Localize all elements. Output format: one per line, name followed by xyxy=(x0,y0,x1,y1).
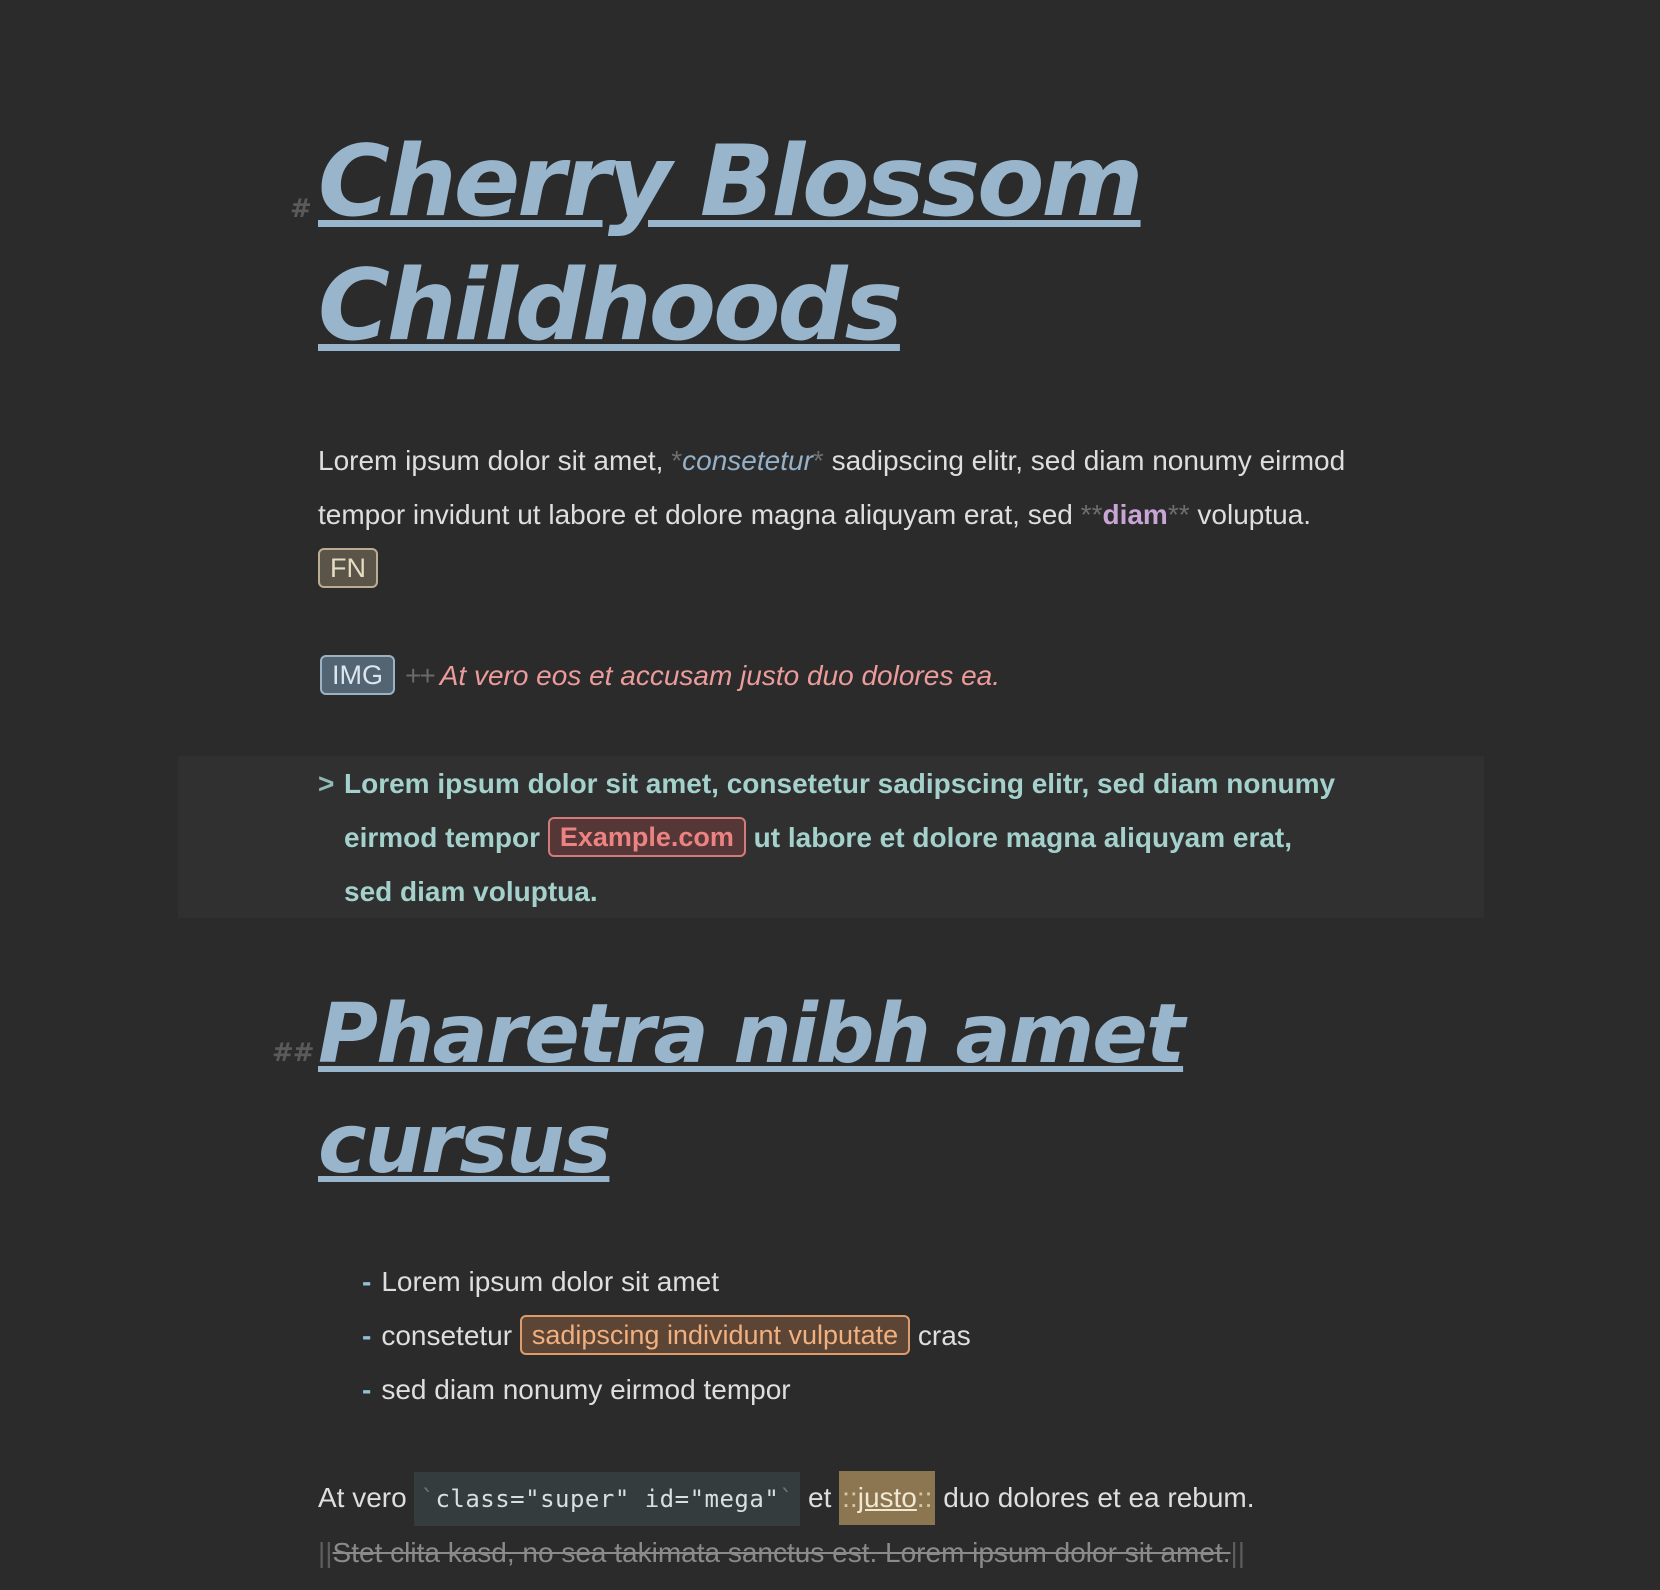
mark-close-marker: :: xyxy=(916,1482,933,1513)
mark-open-marker: :: xyxy=(842,1482,858,1513)
strong-text: diam xyxy=(1102,499,1168,530)
list-item-text: Lorem ipsum dolor sit amet xyxy=(381,1266,720,1297)
emphasis-open-marker: * xyxy=(671,445,683,476)
code-tick-close: ` xyxy=(779,1485,795,1513)
blockquote-text-end: ut labore et dolore magna aliquyam erat, sed diam voluptua. xyxy=(344,822,1293,907)
paragraph2-text-start: At vero xyxy=(318,1482,415,1513)
bullet-list xyxy=(362,1255,971,1417)
list-item-text: sed diam nonumy eirmod tempor xyxy=(381,1374,791,1405)
paragraph2-text-mid: et xyxy=(800,1482,840,1513)
mark-highlight[interactable] xyxy=(839,1471,935,1525)
list-item[interactable] xyxy=(362,1309,971,1363)
heading1-marker: # xyxy=(290,194,311,224)
list-item[interactable] xyxy=(362,1363,971,1417)
link-badge[interactable]: Example.com xyxy=(548,817,746,857)
paragraph1-text-start: Lorem ipsum dolor sit amet, xyxy=(318,445,672,476)
strike-open-marker: || xyxy=(318,1537,333,1568)
heading2-marker: ## xyxy=(272,1038,314,1068)
list-bullet: - xyxy=(362,1374,372,1405)
list-bullet: - xyxy=(362,1266,372,1297)
emphasis-text: consetetur xyxy=(682,445,813,476)
paragraph2[interactable] xyxy=(318,1471,1358,1526)
strong-close-marker: ** xyxy=(1167,499,1190,530)
list-bullet: - xyxy=(362,1320,372,1351)
strike-close-marker: || xyxy=(1230,1537,1246,1568)
image-line[interactable] xyxy=(320,649,1320,703)
mark-text: justo xyxy=(857,1482,917,1513)
paragraph1[interactable] xyxy=(318,434,1358,596)
paragraph2-text-end: duo dolores et ea rebum. xyxy=(935,1482,1255,1513)
code-text: class="super" id="mega" xyxy=(435,1485,780,1513)
strong-open-marker: ** xyxy=(1080,499,1103,530)
footnote-badge[interactable]: FN xyxy=(318,548,378,588)
blockquote[interactable] xyxy=(344,757,1344,919)
code-tick-open: ` xyxy=(420,1485,436,1513)
blockquote-marker: > xyxy=(318,768,335,799)
paragraph1-text-mid: sadipscing elitr, sed diam nonumy eirmod tempor invidunt ut labore et dolore magna aliquyam erat, sed xyxy=(318,445,1346,530)
paragraph1-text-end: voluptua. xyxy=(1189,499,1312,530)
heading2[interactable]: Pharetra nibh amet cursus xyxy=(318,987,1184,1192)
strikethrough-text: Stet clita kasd, no sea takimata sanctus est. Lorem ipsum dolor sit amet. xyxy=(332,1537,1231,1568)
list-item-text-end: cras xyxy=(910,1320,971,1351)
heading1[interactable]: Cherry Blossom Childhoods xyxy=(318,125,1141,363)
emphasis-close-marker: * xyxy=(812,445,824,476)
list-item[interactable] xyxy=(362,1255,971,1309)
highlight-badge[interactable]: sadipscing individunt vulputate xyxy=(520,1315,910,1355)
strikethrough-paragraph[interactable] xyxy=(318,1526,1418,1580)
list-item-text: consetetur xyxy=(381,1320,520,1351)
inline-code[interactable] xyxy=(414,1472,800,1526)
image-caption: At vero eos et accusam justo duo dolores ea. xyxy=(439,660,1001,691)
image-caption-marker: ++ xyxy=(405,660,434,691)
blockquote-text-start: Lorem ipsum dolor sit amet, consetetur sadipscing elitr, sed diam nonumy eirmod tempor xyxy=(344,768,1336,853)
image-badge[interactable]: IMG xyxy=(320,655,395,695)
